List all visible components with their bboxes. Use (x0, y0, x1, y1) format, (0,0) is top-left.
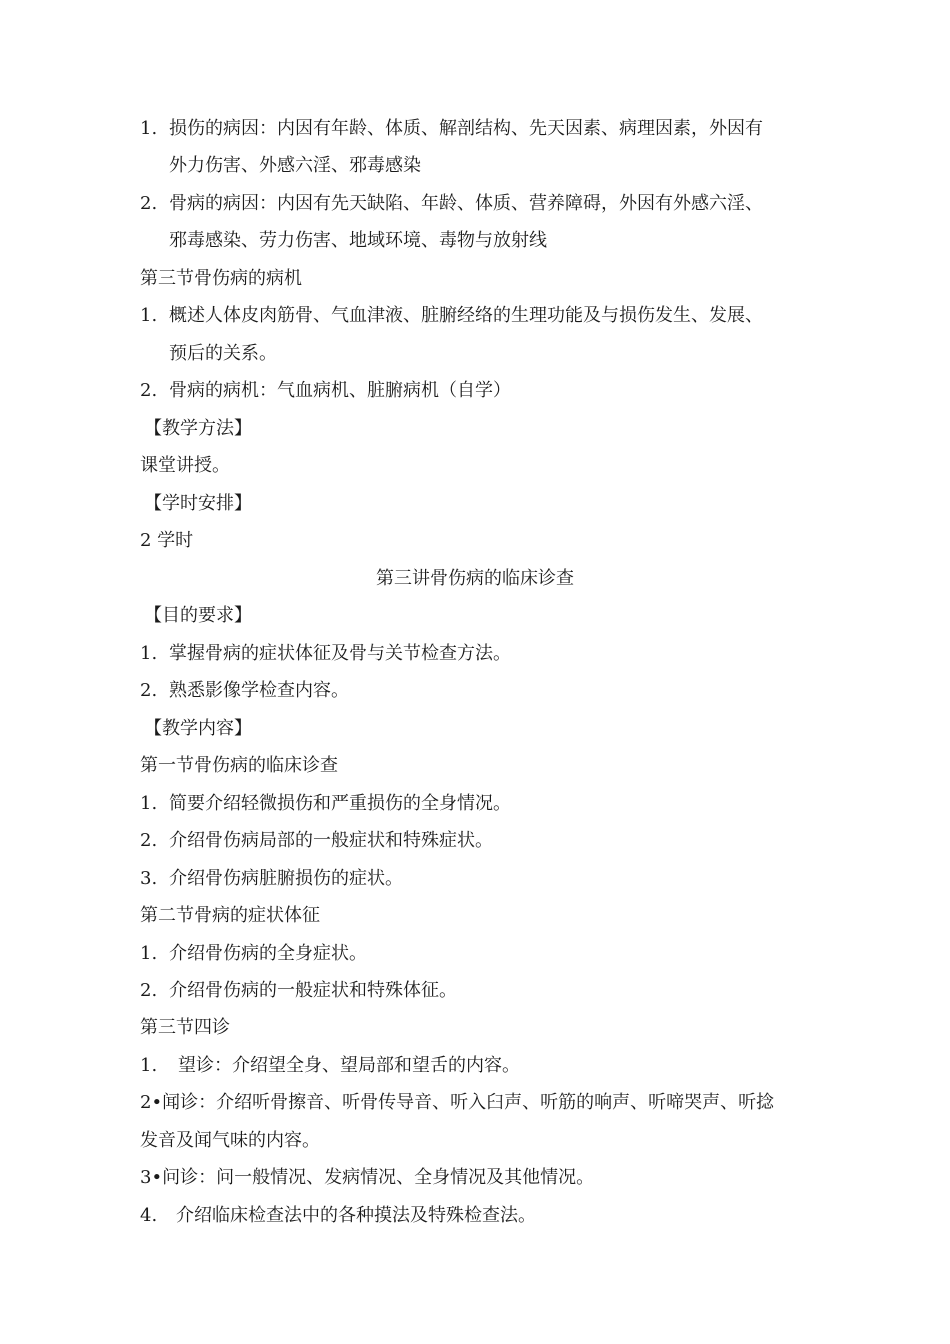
list-number: 1. (140, 643, 158, 664)
list-text: 介绍骨伤病的一般症状和特殊体征。 (169, 980, 457, 1001)
list-item (140, 941, 367, 967)
list-item (140, 828, 493, 854)
list-number: 1. (140, 1055, 158, 1076)
list-text: 介绍骨伤病局部的一般症状和特殊症状。 (169, 830, 493, 851)
list-item (140, 866, 403, 892)
list-text: 望诊：介绍望全身、望局部和望舌的内容。 (178, 1055, 520, 1076)
list-text: 熟悉影像学检查内容。 (169, 680, 349, 701)
list-text: 介绍骨伤病的全身症状。 (169, 943, 367, 964)
list-number: 1. (140, 793, 158, 814)
list-text: 损伤的病因：内因有年龄、体质、解剖结构、先天因素、病理因素，外因有 (169, 118, 763, 139)
list-text: 骨病的病机：气血病机、脏腑病机（自学） (169, 380, 511, 401)
paragraph: 3•问诊：问一般情况、发病情况、全身情况及其他情况。 (140, 1167, 595, 1188)
list-number: 1. (140, 118, 158, 139)
list-number: 2. (140, 980, 158, 1001)
paragraph: 2•闻诊：介绍听骨擦音、听骨传导音、听入臼声、听筋的响声、听啼哭声、听捻 (140, 1092, 775, 1113)
lecture-title: 第三讲骨伤病的临床诊查 (376, 568, 574, 589)
list-number: 2. (140, 680, 158, 701)
list-number: 2. (140, 830, 158, 851)
list-text: 介绍临床检查法中的各种摸法及特殊检查法。 (176, 1205, 536, 1226)
list-text: 简要介绍轻微损伤和严重损伤的全身情况。 (169, 793, 511, 814)
bracket-heading: 【学时安排】 (144, 493, 252, 514)
list-item (140, 678, 349, 704)
list-item (140, 191, 763, 217)
list-text: 掌握骨病的症状体征及骨与关节检查方法。 (169, 643, 511, 664)
list-text: 介绍骨伤病脏腑损伤的症状。 (169, 868, 403, 889)
list-number: 2. (140, 380, 158, 401)
list-item (140, 116, 763, 142)
section-heading: 第三节骨伤病的病机 (140, 268, 302, 289)
list-item (140, 303, 763, 329)
paragraph: 发音及闻气味的内容。 (140, 1130, 320, 1151)
list-number: 1. (140, 305, 158, 326)
paragraph: 课堂讲授。 (140, 455, 230, 476)
bracket-heading: 【目的要求】 (144, 605, 252, 626)
section-heading: 第三节四诊 (140, 1017, 230, 1038)
list-item (140, 978, 457, 1004)
list-number: 1. (140, 943, 158, 964)
section-heading: 第二节骨病的症状体征 (140, 905, 320, 926)
list-number: 4. (140, 1205, 158, 1226)
continuation-line: 预后的关系。 (169, 343, 277, 364)
list-number: 3. (140, 868, 158, 889)
list-number: 2. (140, 193, 158, 214)
section-heading: 第一节骨伤病的临床诊查 (140, 755, 338, 776)
continuation-line: 邪毒感染、劳力伤害、地域环境、毒物与放射线 (169, 230, 547, 251)
list-item (140, 791, 511, 817)
bracket-heading: 【教学内容】 (144, 718, 252, 739)
paragraph: 2 学时 (140, 530, 194, 551)
list-item (140, 641, 511, 667)
bracket-heading: 【教学方法】 (144, 418, 252, 439)
list-text: 骨病的病因：内因有先天缺陷、年龄、体质、营养障碍，外因有外感六淫、 (169, 193, 763, 214)
list-item (140, 1053, 520, 1079)
list-item (140, 1203, 536, 1229)
continuation-line: 外力伤害、外感六淫、邪毒感染 (169, 155, 421, 176)
list-text: 概述人体皮肉筋骨、气血津液、脏腑经络的生理功能及与损伤发生、发展、 (169, 305, 763, 326)
list-item (140, 378, 511, 404)
